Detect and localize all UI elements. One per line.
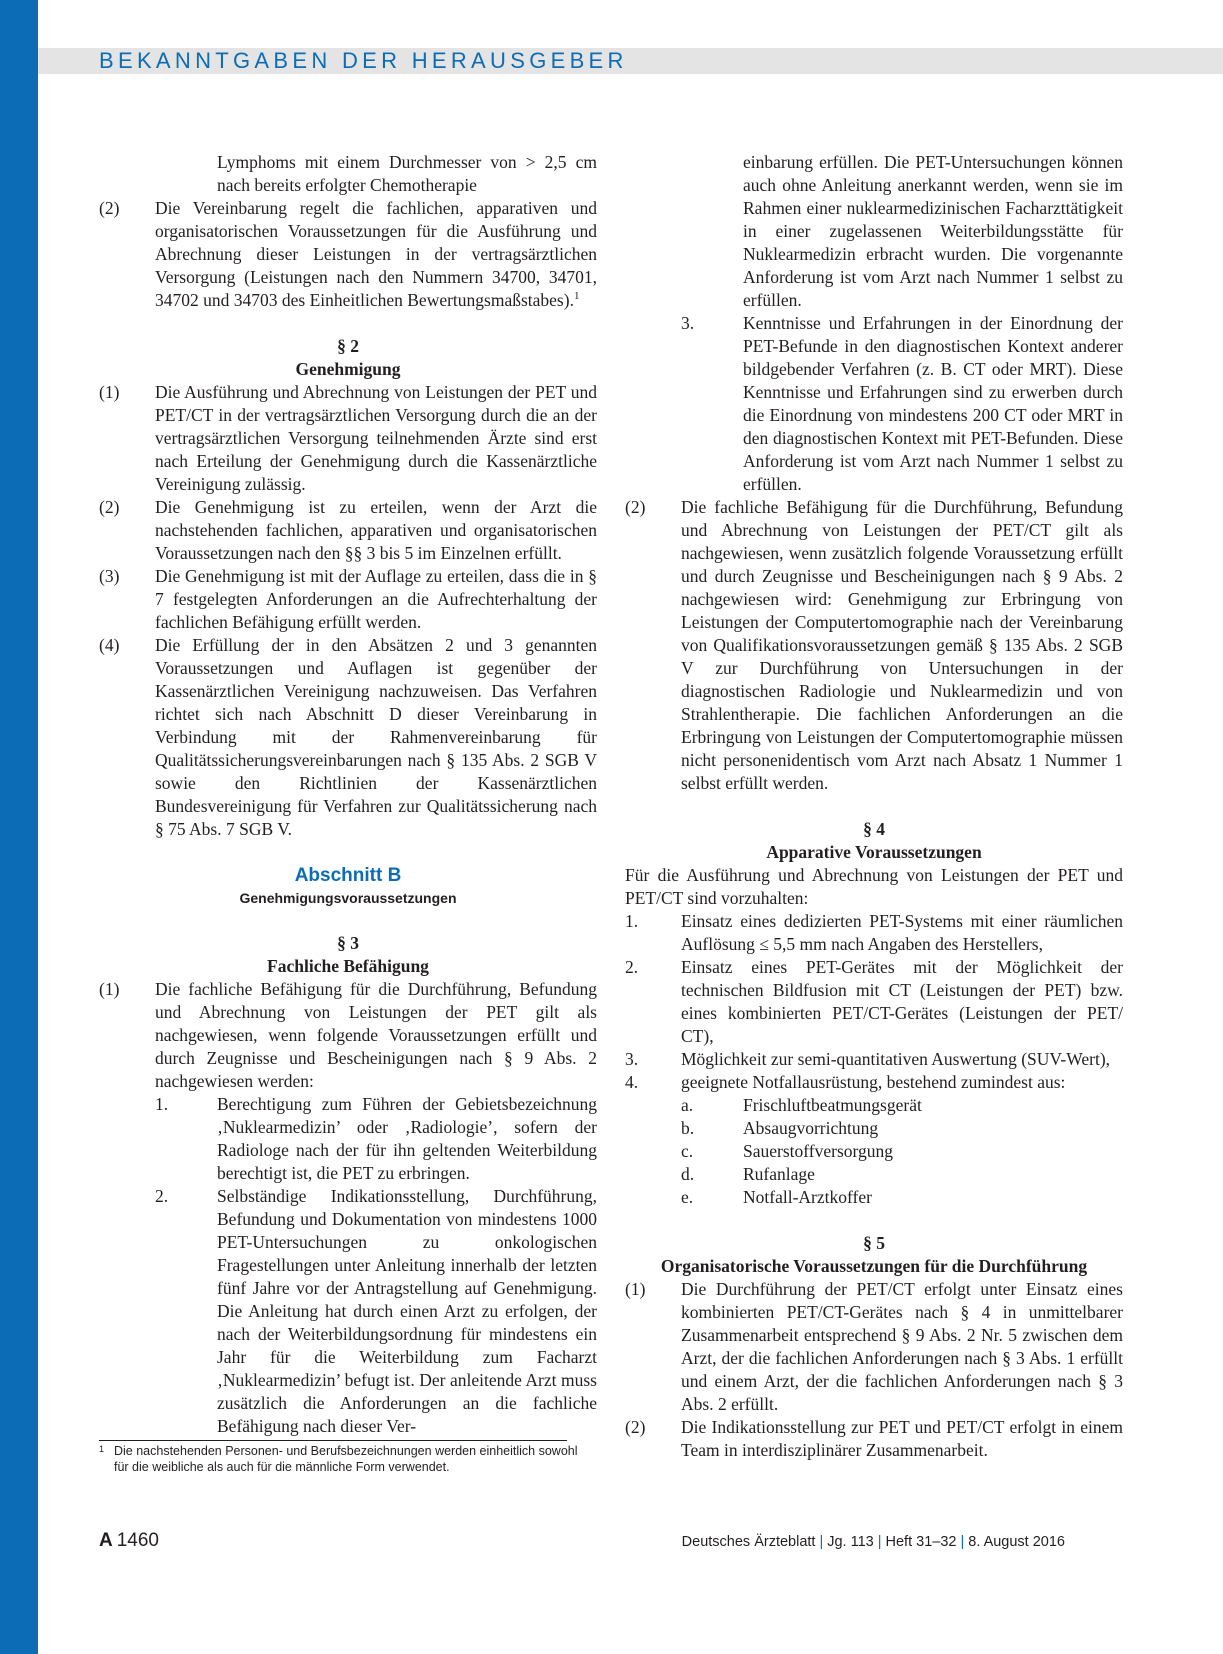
subitem-text: Absaugvorrichtung: [743, 1118, 879, 1138]
paragraph-text: Die Indikationsstellung zur PET und PET/CT erfolgt in einem Team in interdisziplinärer Zusammenarbeit.: [681, 1417, 1123, 1460]
s2-paragraph-4: [99, 634, 597, 841]
item-number: 2.: [625, 957, 639, 977]
item-number: 4.: [625, 1072, 639, 1092]
separator: |: [819, 1534, 824, 1550]
paragraph-1-2: [99, 197, 597, 312]
item-text: Einsatz eines dedizierten PET-Systems mit einer räumlichen Auflösung ≤ 5,5 mm nach Angaben des Herstellers,: [681, 911, 1123, 954]
subitem-letter: b.: [681, 1118, 695, 1138]
s4-subitem-a: [681, 1094, 1123, 1117]
subitem-letter: a.: [681, 1095, 694, 1115]
page-prefix: A: [99, 1530, 113, 1551]
item-text: geeignete Notfallausrüstung, bestehend zumindest aus:: [681, 1072, 1066, 1092]
s4-subitem-e: [681, 1186, 1123, 1209]
s3-item-3: [681, 312, 1123, 496]
s4-item-4: [625, 1071, 1123, 1094]
paragraph-text: Die Vereinbarung regelt die fachlichen, apparativen und organisatorischen Voraussetzungen für die Ausführung und Abrechnung dieser Leistungen in der vertragsärztlichen Versorgung (Leistungen nach den Nummern 34700, 34701, 34702 und 34703 des Einheitlichen Bewertungsmaßstabes).$^1$: [155, 198, 597, 310]
section-5-title: Organisatorische Voraussetzungen für die Durchführung: [660, 1256, 1088, 1276]
paragraph-text: Die fachliche Befähigung für die Durchführung, Befundung und Abrechnung von Leistungen der PET gilt als nachgewiesen, wenn folgende Voraussetzungen erfüllt und durch Zeugnisse und Bescheinigungen nach § 9 Abs. 2 nachgewiesen werden:: [155, 979, 597, 1091]
s4-item-2: [625, 956, 1123, 1048]
subitem-text: Sauerstoffversorgung: [743, 1141, 894, 1161]
journal-issue: Heft 31–32: [885, 1534, 957, 1550]
journal-volume: Jg. 113: [827, 1534, 874, 1550]
paragraph-text: Die Genehmigung ist mit der Auflage zu erteilen, dass die in § 7 festgelegten Anforderungen an die Aufrechterhaltung der fachlichen Befähigung erfüllt werden.: [155, 566, 597, 632]
item-number: 2.: [155, 1186, 169, 1206]
paragraph-number: (4): [99, 635, 120, 655]
footnote-mark: 1: [99, 1444, 105, 1454]
item-text: Kenntnisse und Erfahrungen in der Einordnung der PET-Befunde in den diagnostischen Kontext anderer bildgebender Verfahren (z. B. CT oder MRT). Diese Kenntnisse und Erfahrungen sind zu erwerben durch die Einordnung von mindestens 200 CT oder MRT in den diagnostischen Kontext mit PET-Befunden. Diese Anforderung ist vom Arzt nach Nummer 1 selbst zu erfüllen.: [743, 313, 1123, 494]
left-column: [99, 151, 597, 1438]
section-2-title: Genehmigung: [295, 359, 401, 379]
paragraph-text: Die Genehmigung ist zu erteilen, wenn der Arzt die nachstehenden fachlichen, apparativen und organisatorischen Voraussetzungen nach den §§ 3 bis 5 im Einzelnen erfüllt.: [155, 497, 597, 563]
section-5-number: § 5: [863, 1233, 885, 1253]
subitem-text: Rufanlage: [743, 1164, 815, 1184]
item-text: Einsatz eines PET-Gerätes mit der Möglichkeit der technischen Bildfusion mit CT (Leistungen der PET) bzw. eines kombinierten PET/CT-Gerätes (Leistungen der PET/ CT),: [681, 957, 1123, 1046]
journal-info: [682, 1532, 1065, 1552]
s4-subitem-b: [681, 1117, 1123, 1140]
item-number: 3.: [681, 313, 695, 333]
s4-subitem-c: [681, 1140, 1123, 1163]
s2-paragraph-2: [99, 496, 597, 565]
paragraph-number: (2): [625, 497, 646, 517]
footnote-divider: [99, 1440, 567, 1441]
item-text: Selbständige Indikationsstellung, Durchführung, Befundung und Dokumentation von mindestens 1000 PET-Untersuchungen zu onkologischen Fragestellungen unter Anleitung innerhalb der letzten fünf Jahre vor der Antragstellung auf Genehmigung. Die Anleitung hat durch einen Arzt zu erfolgen, der nach der Weiterbildungsordnung für mindestens ein Jahr für die Weiterbildung zum Facharzt ‚Nuklearmedizin’ befugt ist. Der anleitende Arzt muss zusätzlich die Anforderungen an die fachliche Befähigung nach dieser Ver-: [217, 1186, 597, 1436]
item-number: 3.: [625, 1049, 639, 1069]
section-3-number: § 3: [337, 933, 359, 953]
right-column: [625, 151, 1123, 1462]
paragraph-number: (2): [625, 1417, 646, 1437]
item-text: Möglichkeit zur semi-quantitativen Auswertung (SUV-Wert),: [681, 1049, 1111, 1069]
footnote-ref: 1: [573, 290, 580, 303]
s4-item-3: [625, 1048, 1123, 1071]
s2-paragraph-3: [99, 565, 597, 634]
section-4-intro: Für die Ausführung und Abrechnung von Leistungen der PET und PET/CT sind vorzuhalten:: [625, 865, 1123, 908]
section-header-title: BEKANNTGABEN DER HERAUSGEBER: [99, 48, 628, 73]
s5-paragraph-1: [625, 1278, 1123, 1416]
sidebar-accent-bar: [0, 0, 38, 1654]
footnote: [99, 1443, 579, 1475]
section-4-number: § 4: [863, 819, 885, 839]
s3-paragraph-2: [625, 496, 1123, 795]
paragraph-text: Die Ausführung und Abrechnung von Leistungen der PET und PET/CT in der vertragsärztlichen Versorgung durch die an der vertragsärztlichen Versorgung teilnehmenden Ärzte sind erst nach Erteilung der Genehmigung durch die Kassenärztliche Vereinigung zulässig.: [155, 382, 597, 494]
section-2-number: § 2: [337, 336, 359, 356]
abschnitt-heading: Abschnitt B: [294, 865, 402, 886]
footnote-text: Die nachstehenden Personen- und Berufsbezeichnungen werden einheitlich sowohl für die weibliche als auch für die männliche Form verwendet.: [114, 1444, 578, 1474]
item-2-continuation: einbarung erfüllen. Die PET-Untersuchungen können auch ohne Anleitung anerkannt werden, wenn sie im Rahmen einer nuklearmedizinischen Facharzttätigkeit in einer zugelassenen Weiterbildungsstätte für Nuklearmedizin erbracht wurden. Die vorgenannte Anforderung ist vom Arzt nach Nummer 1 selbst zu erfüllen.: [743, 152, 1123, 310]
section-3-title: Fachliche Befähigung: [267, 956, 429, 976]
paragraph-number: (3): [99, 566, 120, 586]
separator: |: [960, 1534, 965, 1550]
subitem-letter: d.: [681, 1164, 695, 1184]
subitem-letter: c.: [681, 1141, 694, 1161]
item-text: Berechtigung zum Führen der Gebietsbezeichnung ‚Nuklearmedizin’ oder ‚Radiologie’, sofern der Radiologe nach der für ihn geltenden Weiterbildung berechtigt ist, die PET zu erbringen.: [217, 1094, 597, 1183]
paragraph-number: (1): [99, 382, 120, 402]
s3-item-1: [155, 1093, 597, 1185]
s2-paragraph-1: [99, 381, 597, 496]
item-number: 1.: [625, 911, 639, 931]
paragraph-text: Die Erfüllung der in den Absätzen 2 und 3 genannten Voraussetzungen und Auflagen ist gegenüber der Kassenärztlichen Vereinigung nachzuweisen. Das Verfahren richtet sich nach Abschnitt D dieser Vereinbarung in Verbindung mit der Rahmenvereinbarung für Qualitätssicherungsvereinbarungen nach § 135 Abs. 2 SGB V sowie den Richtlinien der Kassenärztlichen Bundesvereinigung für Verfahren zur Qualitätssicherung nach § 75 Abs. 7 SGB V.: [155, 635, 597, 839]
abschnitt-subheading: Genehmigungsvoraussetzungen: [239, 890, 457, 906]
item-number: 1.: [155, 1094, 169, 1114]
paragraph-number: (2): [99, 497, 120, 517]
subitem-text: Frischluftbeatmungsgerät: [743, 1095, 922, 1115]
paragraph-text: Die fachliche Befähigung für die Durchführung, Befundung und Abrechnung von Leistungen der PET/CT gilt als nachgewiesen, wenn zusätzlich folgende Voraussetzung erfüllt und durch Zeugnisse und Bescheinigungen nach § 9 Abs. 2 nachgewiesen wird: Genehmigung zur Erbringung von Leistungen der Computertomographie nach der Vereinbarung von Qualifikationsvoraussetzungen gemäß § 135 Abs. 2 SGB V zur Durchführung von Untersuchungen in der diagnostischen Radiologie und Nuklearmedizin und von Strahlentherapie. Die fachlichen Anforderungen an die Erbringung von Leistungen der Computertomographie müssen nicht personenidentisch vom Arzt nach Absatz 1 Nummer 1 selbst erfüllt werden.: [681, 497, 1123, 793]
paragraph-text: Die Durchführung der PET/CT erfolgt unter Einsatz eines kombinierten PET/CT-Gerätes nach § 4 in unmittelbarer Zusammenarbeit entsprechend § 9 Abs. 2 Nr. 5 zwischen dem Arzt, der die fachlichen Anforderungen nach § 3 Abs. 1 erfüllt und einem Arzt, der die fachlichen Anforderungen nach § 3 Abs. 2 erfüllt.: [681, 1279, 1123, 1414]
paragraph-number: (2): [99, 198, 120, 218]
s3-item-2: [155, 1185, 597, 1438]
s5-paragraph-2: [625, 1416, 1123, 1462]
journal-date: 8. August 2016: [968, 1534, 1065, 1550]
paragraph-number: (1): [625, 1279, 646, 1299]
page-number-value: 1460: [116, 1530, 160, 1551]
page-number: [99, 1529, 159, 1553]
intro-continuation: Lymphoms mit einem Durchmesser von > 2,5 cm nach bereits erfolgter Chemotherapie: [217, 152, 597, 195]
journal-name: Deutsches Ärzteblatt: [681, 1534, 816, 1550]
paragraph-number: (1): [99, 979, 120, 999]
subitem-text: Notfall-Arztkoffer: [743, 1187, 872, 1207]
s3-paragraph-1: [99, 978, 597, 1093]
section-4-title: Apparative Voraussetzungen: [766, 842, 982, 862]
s4-item-1: [625, 910, 1123, 956]
subitem-letter: e.: [681, 1187, 694, 1207]
s4-subitem-d: [681, 1163, 1123, 1186]
separator: |: [877, 1534, 882, 1550]
